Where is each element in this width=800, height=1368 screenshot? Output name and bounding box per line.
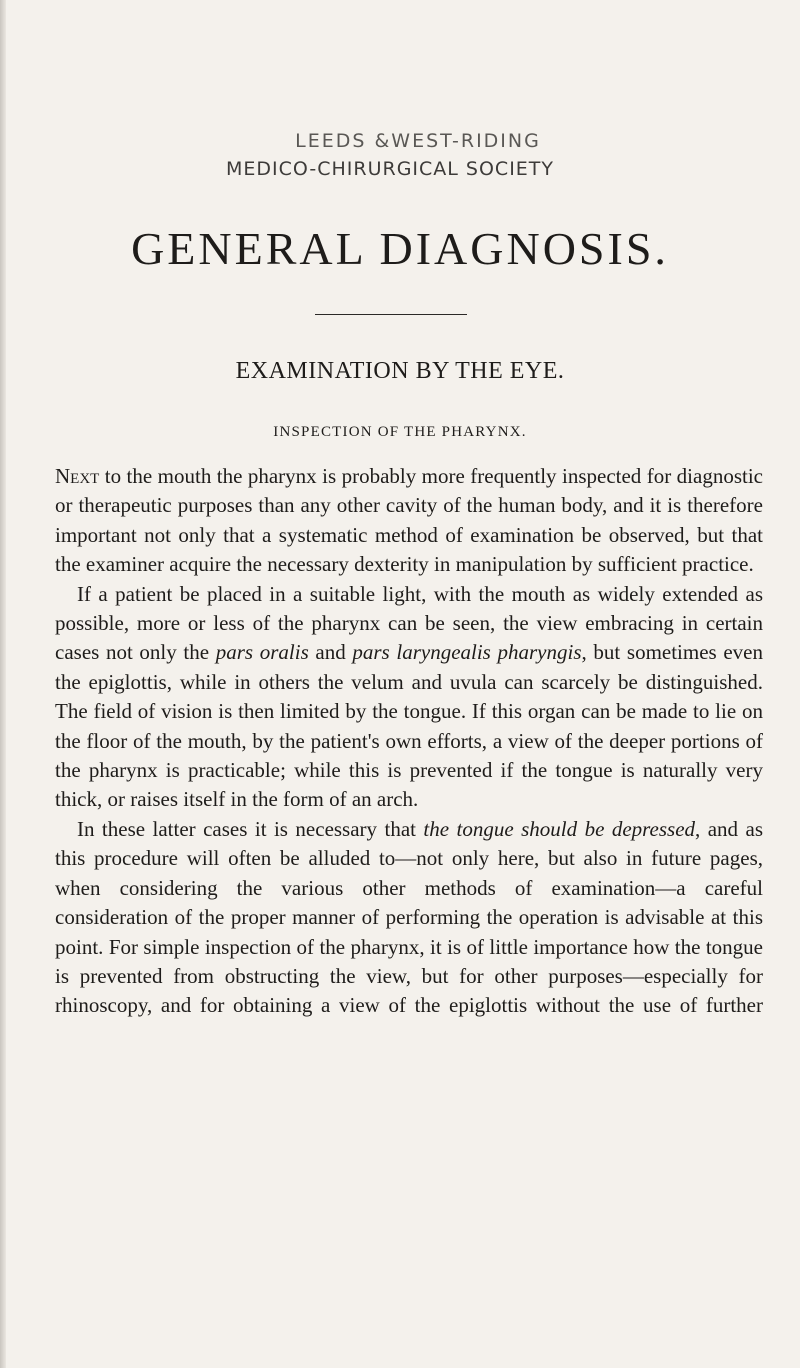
title-divider: [315, 314, 467, 315]
paragraph-3-text-a: In these latter cases it is necessary that: [77, 816, 424, 841]
paragraph-1: [55, 462, 763, 580]
subsection-heading: INSPECTION OF THE PHARYNX.: [273, 424, 527, 440]
paragraph-2-text-a: If a patient be placed in a suitable light, with the mouth as widely extended as possible, more or less of the pharynx can be seen, the view embracing in certain cases not only the: [55, 581, 763, 665]
page-title: GENERAL DIAGNOSIS.: [131, 223, 669, 274]
page-binding-edge: [0, 0, 6, 1368]
body-text: [55, 462, 763, 1021]
paragraph-3-text-b: , and as this procedure will often be alluded to—not only here, but also in future pages, when considering the various other methods of examination—a careful consideration of the proper manner of performing the operation is advisable at this point. For simple inspection of the pharynx, it is of little importance how the tongue is prevented from obstructing the view, but for other purposes—especially for rhinoscopy, and for obtaining a view of the epiglottis without the use of further: [55, 816, 763, 1018]
paragraph-2-italic-b: pars laryngealis pharyngis: [352, 640, 582, 665]
paragraph-2-italic-a: pars oralis: [215, 640, 309, 665]
paragraph-3: [55, 815, 763, 1021]
paragraph-2-text-c: , but sometimes even the epiglottis, while in others the velum and uvula can scarcely be distinguished. The field of vision is then limited by the tongue. If this organ can be made to lie on the floor of the mouth, by the patient's own efforts, a view of the deeper portions of the pharynx is practicable; while this is prevented if the tongue is naturally very thick, or raises itself in the form of an arch.: [55, 640, 764, 812]
paragraph-1-lead-word: Next: [55, 464, 100, 488]
library-stamp-line-2: MEDICO-CHIRURGICAL SOCIETY: [225, 158, 555, 180]
library-stamp-line-1: LEEDS &WEST-RIDING: [295, 130, 541, 152]
paragraph-2: [55, 580, 763, 815]
paragraph-3-italic-a: the tongue should be depressed: [423, 816, 696, 841]
paragraph-2-text-b: and: [308, 640, 353, 665]
section-heading: EXAMINATION BY THE EYE.: [235, 358, 565, 384]
paragraph-1-text: to the mouth the pharynx is probably more frequently inspected for diagnostic or therapeutic purposes than any other cavity of the human body, and it is therefore important not only that a systematic method of examination be observed, but that the examiner acquire the necessary dexterity in manipulation by sufficient practice.: [55, 464, 763, 577]
